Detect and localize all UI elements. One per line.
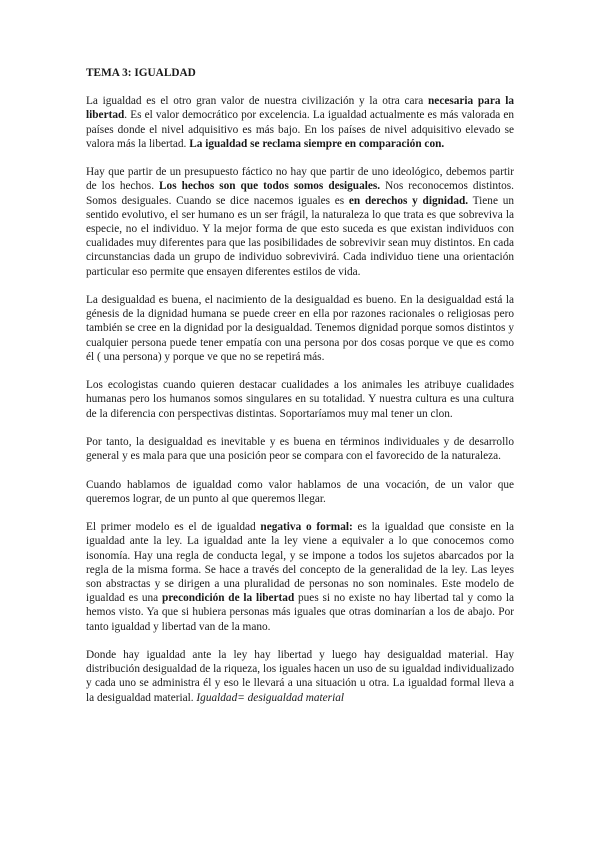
- text-run: La desigualdad es buena, el nacimiento de la desigualdad es bueno. En la desigualdad está la génesis de la dignidad humana se puede creer en ella por razones racionales o religiosas pero también se cree en la dignidad por la desigualdad. Tenemos dignidad porque somos distintos y cualquier persona puede tener empatía con una persona por dos cosas porque ve que es como él ( una persona) y porque ve que no se repetirá más.: [86, 294, 514, 363]
- text-run: Tiene un sentido evolutivo, el ser humano es un ser frágil, la naturaleza lo que trata es que sobreviva la especie, no el individuo. Y la mejor forma de que esto suceda es que existan individuos con cualidades muy diferentes para que las posibilidades de sobrevivir sean muy distintos. En cada circunstancias dada un grupo de individuo sobrevivirá. Cada individuo tiene una orientación particular eso permite que ensayen diferentes estilos de vida.: [86, 194, 514, 278]
- text-run: Los ecologistas cuando quieren destacar cualidades a los animales les atribuye cualidades humanas pero los humanos somos singulares en su totalidad. Y nuestra cultura es una cultura de la diferencia con perspectivas distintas. Soportaríamos muy mal tener un clon.: [86, 379, 514, 420]
- bold-text-run: en derechos y dignidad.: [348, 194, 469, 207]
- text-run: Nos reconocemos distintos. Somos desiguales. Cuando se dice nacemos iguales es: [86, 180, 514, 207]
- text-run: Por tanto, la desigualdad es inevitable y es buena en términos individuales y de desarrollo general y es mala para que una posición peor se compara con el favorecido de la naturaleza.: [86, 436, 514, 463]
- paragraph: [86, 520, 514, 634]
- text-run: es la igualdad que consiste en la igualdad ante la ley. La igualdad ante la ley viene a equivaler a lo que conocemos como isonomía. Hay una regla de conducta legal, y se impone a todos los sujetos abarcados por la regla de la misma forma. Se hace a través del concepto de la generalidad de la ley. Las leyes son abstractas y se dirigen a una pluralidad de personas no son nominales. Este modelo de igualdad es una: [86, 521, 514, 605]
- paragraph: [86, 648, 514, 705]
- bold-text-run: necesaria para la libertad: [86, 95, 514, 122]
- bold-text-run: precondición de la libertad: [161, 592, 295, 605]
- text-run: Hay que partir de un presupuesto fáctico no hay que partir de uno ideológico, debemos partir de los hechos.: [86, 166, 514, 193]
- text-run: El primer modelo es el de igualdad: [86, 521, 261, 534]
- paragraph: [86, 378, 514, 421]
- text-run: pues si no existe no hay libertad tal y como la hemos visto. Ya que si hubiera personas más iguales que otras dominarían a los de abajo. Por tanto igualdad y libertad van de la mano.: [86, 592, 514, 633]
- paragraph-list: [86, 94, 514, 705]
- text-run: La igualdad es el otro gran valor de nuestra civilización y la otra cara: [86, 95, 429, 108]
- paragraph: [86, 478, 514, 506]
- text-run: Cuando hablamos de igualdad como valor hablamos de una vocación, de un valor que queremos lograr, de un punto al que queremos llegar.: [86, 478, 514, 505]
- text-run: Donde hay igualdad ante la ley hay libertad y luego hay desigualdad material. Hay distribución desigualdad de la riqueza, los iguales hacen un uso de su igualdad individualizado y cada uno se administra él y eso le llevará a una situación u otra. La igualdad formal lleva a la desigualdad material.: [86, 649, 514, 704]
- bold-text-run: La igualdad se reclama siempre en comparación con.: [189, 137, 445, 150]
- paragraph: [86, 293, 514, 364]
- document-title: TEMA 3: IGUALDAD: [86, 67, 196, 79]
- document-body: [86, 66, 514, 719]
- italic-text-run: Igualdad= desigualdad material: [196, 691, 344, 704]
- bold-text-run: negativa o formal:: [260, 521, 353, 534]
- text-run: . Es el valor democrático por excelencia. La igualdad actualmente es más valorada en países donde el nivel adquisitivo es más bajo. En los países de nivel adquisitivo elevado se valora más la libertad.: [86, 109, 514, 150]
- paragraph: [86, 94, 514, 151]
- paragraph: [86, 165, 514, 279]
- paragraph: [86, 435, 514, 463]
- bold-text-run: Los hechos son que todos somos desiguales.: [159, 180, 381, 193]
